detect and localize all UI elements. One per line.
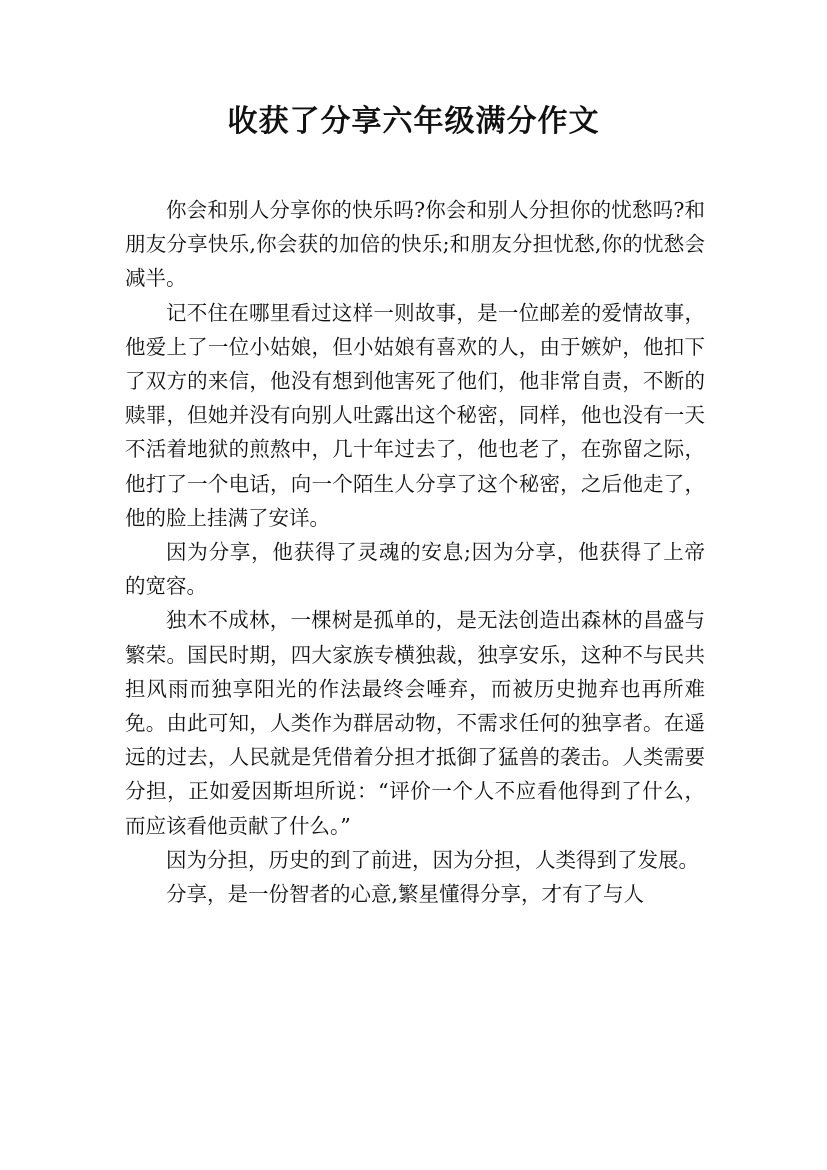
paragraph-5: 因为分担，历史的到了前进，因为分担，人类得到了发展。 bbox=[166, 847, 699, 872]
document-body bbox=[125, 193, 705, 911]
paragraph-4: 独木不成林，一棵树是孤单的，是无法创造出森林的昌盛与繁荣。国民时期，四大家族专横独裁，独享安乐，这种不与民共担风雨而独享阳光的作法最终会唾弃，而被历史抛弃也再所难免。由此可知，人类作为群居动物，不需求任何的独享者。在遥远的过去，人民就是凭借着分担才抵御了猛兽的袭击。人类需要分担，正如爱因斯坦所说：“评价一个人不应看他得到了什么，而应该看他贡献了什么。” bbox=[125, 608, 705, 838]
paragraph-3: 因为分享，他获得了灵魂的安息;因为分享，他获得了上帝的宽容。 bbox=[125, 540, 705, 599]
paragraph-1: 你会和别人分享你的快乐吗?你会和别人分担你的忧愁吗?和朋友分享快乐,你会获的加倍的快乐;和朋友分担忧愁,你的忧愁会减半。 bbox=[125, 198, 705, 291]
paragraph-2: 记不住在哪里看过这样一则故事，是一位邮差的爱情故事，他爱上了一位小姑娘，但小姑娘有喜欢的人，由于嫉妒，他扣下了双方的来信，他没有想到他害死了他们，他非常自责，不断的赎罪，但她并没有向别人吐露出这个秘密，同样，他也没有一天不活着地狱的煎熬中，几十年过去了，他也老了，在弥留之际，他打了一个电话，向一个陌生人分享了这个秘密，之后他走了，他的脸上挂满了安详。 bbox=[125, 300, 705, 530]
paragraph-6: 分享，是一份智者的心意,繁星懂得分享，才有了与人 bbox=[166, 882, 645, 907]
document-title: 收获了分享六年级满分作文 bbox=[227, 104, 600, 139]
